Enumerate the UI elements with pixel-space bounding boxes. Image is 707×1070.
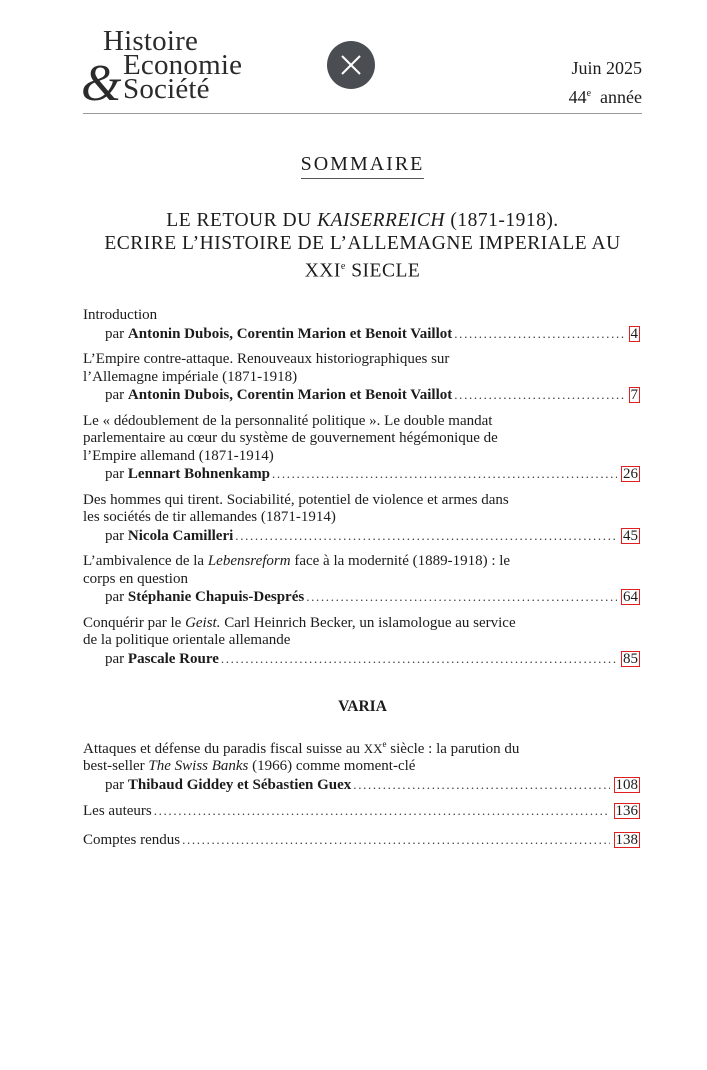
- entry-authors: Antonin Dubois, Corentin Marion et Benoit Vaillot: [127, 387, 453, 403]
- year-suffix: e: [586, 88, 592, 99]
- title-text: Attaques et défense du paradis fiscal suisse au: [83, 740, 364, 757]
- entry-authors: Stéphanie Chapuis-Després: [127, 589, 305, 605]
- page-link[interactable]: 136: [615, 803, 638, 819]
- entry-author-line: [83, 325, 642, 344]
- entry-title-line: les sociétés de tir allemandes (1871-1914): [83, 509, 336, 525]
- toc-entry: [83, 615, 642, 669]
- dossier-part1: LE RETOUR DU: [166, 210, 318, 231]
- page-link[interactable]: 64: [623, 589, 638, 605]
- dossier-line-2: ECRIRE L’HISTOIRE DE L’ALLEMAGNE IMPERIALE AU: [104, 233, 621, 254]
- title-text: best-seller: [83, 758, 149, 774]
- dot-leader: [182, 831, 609, 850]
- dot-leader: [221, 650, 617, 669]
- entry-title-line: L’Empire contre-attaque. Renouveaux historiographiques sur: [83, 351, 450, 367]
- entry-title-line: Le « dédoublement de la personnalité politique ». Le double mandat: [83, 412, 493, 429]
- entry-title-line: [83, 758, 642, 776]
- par-word: par: [105, 776, 125, 793]
- toc-entry-auteurs: [83, 802, 642, 821]
- page-link[interactable]: 4: [630, 325, 638, 342]
- title-text: face à la modernité (1889-1918) : le: [290, 553, 511, 569]
- year-word: année: [600, 87, 642, 107]
- issue-year: [569, 81, 642, 110]
- issue-info: [569, 56, 642, 110]
- title-text: (1966) comme moment-clé: [248, 758, 416, 774]
- page-link[interactable]: 85: [623, 650, 638, 667]
- entry-author-line: [83, 465, 642, 484]
- dot-leader: [353, 776, 609, 795]
- entry-authors: Nicola Camilleri: [127, 527, 234, 544]
- year-number: 44: [568, 87, 587, 107]
- page-link[interactable]: 26: [623, 466, 638, 482]
- toc-entry: [83, 492, 642, 546]
- entry-title-line: l’Empire allemand (1871-1914): [83, 447, 274, 464]
- title-century-sup: e: [382, 738, 387, 749]
- entry-title-line: [83, 615, 642, 633]
- title-text: Carl Heinrich Becker, un islamologue au service: [220, 614, 516, 631]
- par-word: par: [105, 589, 125, 605]
- dossier-part2: (1871-1918).: [444, 210, 559, 231]
- entry-title-line: l’Allemagne impériale (1871-1918): [83, 368, 298, 385]
- entry-author-line: [83, 527, 642, 546]
- varia-heading: VARIA: [338, 698, 387, 715]
- entry-title-line: [83, 553, 642, 571]
- title-italic: Geist.: [185, 614, 221, 631]
- close-button[interactable]: [327, 41, 375, 89]
- entry-authors: Lennart Bohnenkamp: [127, 466, 271, 482]
- sommaire-label: SOMMAIRE: [301, 153, 425, 179]
- issue-date: Juin 2025: [571, 58, 642, 78]
- dossier-line-1: [73, 209, 652, 232]
- entry-title-line: Des hommes qui tirent. Sociabilité, potentiel de violence et armes dans: [83, 491, 509, 508]
- table-of-contents: [83, 307, 642, 859]
- toc-entry: [83, 351, 642, 405]
- dossier-line-3: [73, 255, 652, 283]
- page-link[interactable]: 138: [615, 831, 638, 848]
- par-word: par: [105, 466, 125, 482]
- dossier-italic: KAISERREICH: [317, 210, 445, 231]
- title-italic: The Swiss Banks: [148, 758, 249, 774]
- entry-title: Introduction: [83, 307, 158, 323]
- toc-entry-varia: [83, 736, 642, 795]
- dot-leader: [454, 386, 624, 405]
- entry-author-line: [83, 386, 642, 405]
- logo-histoire: Histoire: [103, 25, 199, 57]
- dossier-siecle: SIECLE: [345, 260, 421, 282]
- dot-leader: [154, 802, 610, 821]
- title-text: siècle : la parution du: [386, 740, 520, 757]
- title-text: Conquérir par le: [83, 614, 186, 631]
- entry-authors: Thibaud Giddey et Sébastien Guex: [127, 776, 352, 793]
- title-text: L’ambivalence de la: [83, 553, 208, 569]
- entry-title-line: corps en question: [83, 570, 188, 587]
- toc-entry: [83, 413, 642, 484]
- par-word: par: [105, 325, 125, 342]
- logo-economie: Economie: [123, 49, 243, 81]
- dot-leader: [306, 588, 617, 607]
- logo-ampersand: &: [81, 55, 122, 112]
- sommaire-heading: [83, 153, 642, 179]
- entry-author-line: [83, 650, 642, 669]
- entry-title-line: [83, 736, 642, 759]
- page-link[interactable]: 7: [630, 387, 638, 403]
- entry-title-line: de la politique orientale allemande: [83, 632, 291, 648]
- entry-authors: Pascale Roure: [127, 650, 219, 667]
- dot-leader: [272, 465, 617, 484]
- entry-author-line: [83, 776, 642, 795]
- dossier-century-sup: e: [340, 261, 346, 272]
- dot-leader: [454, 325, 624, 344]
- par-word: par: [105, 650, 125, 667]
- page-link[interactable]: 108: [615, 776, 638, 793]
- toc-entry-comptes-rendus: [83, 831, 642, 850]
- title-century: XX: [363, 740, 383, 756]
- entry-title-line: parlementaire au cœur du système de gouvernement hégémonique de: [83, 430, 498, 446]
- toc-entry-introduction: [83, 307, 642, 343]
- dossier-century: XXI: [304, 260, 341, 282]
- logo-societe: Société: [123, 73, 210, 105]
- par-word: par: [105, 527, 125, 544]
- entry-title: Comptes rendus: [83, 831, 181, 848]
- header-divider: [83, 113, 642, 114]
- dossier-title: [73, 209, 652, 283]
- page-link[interactable]: 45: [623, 527, 638, 544]
- journal-logo: [81, 24, 263, 112]
- toc-entry: [83, 553, 642, 607]
- title-italic: Lebensreform: [207, 553, 291, 569]
- entry-authors: Antonin Dubois, Corentin Marion et Benoit Vaillot: [127, 325, 453, 342]
- close-icon: [341, 55, 361, 75]
- entry-author-line: [83, 588, 642, 607]
- par-word: par: [105, 387, 125, 403]
- dot-leader: [235, 527, 617, 546]
- entry-title: Les auteurs: [83, 803, 152, 819]
